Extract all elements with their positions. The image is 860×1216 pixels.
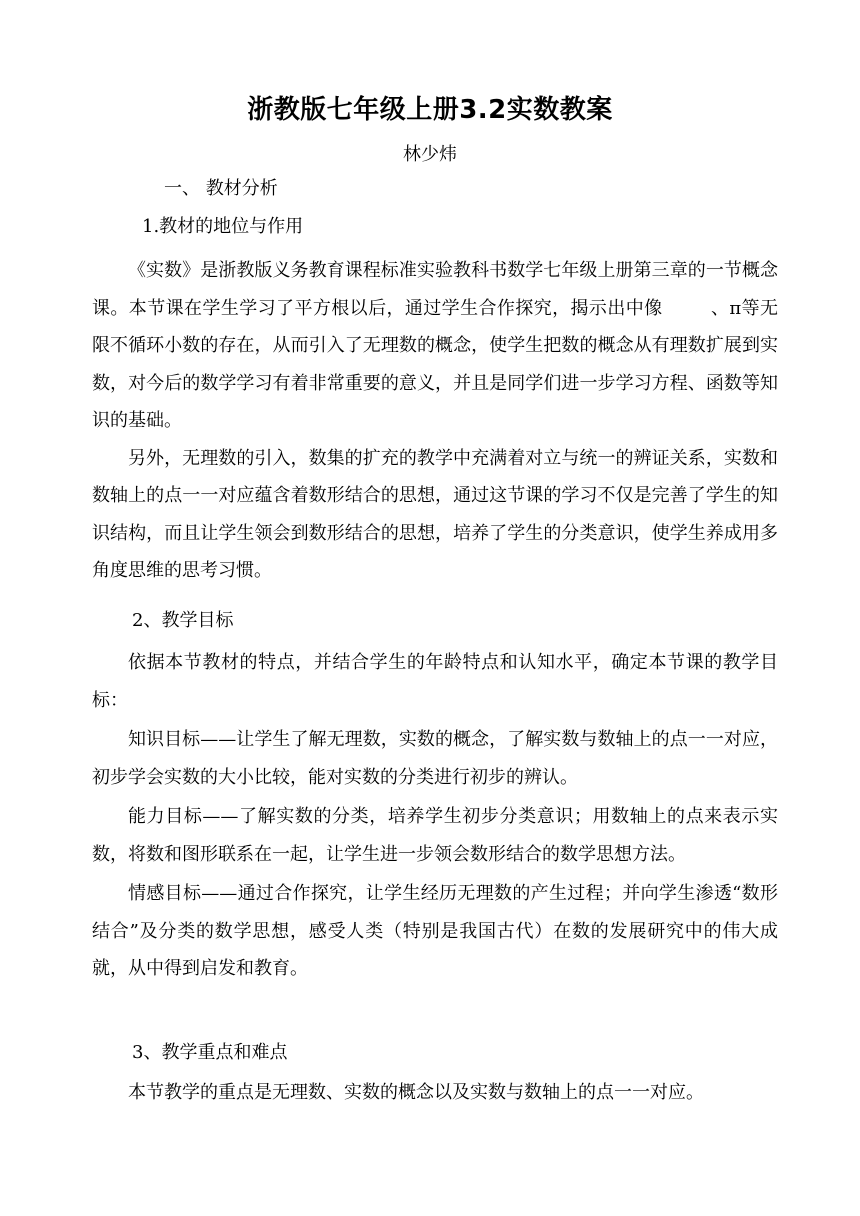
paragraph-textbook-overview-part-b: 、π等无限不循环小数的存在，从而引入了无理数的概念，使学生把数的概念从有理数扩展到实数，对今后的数学学习有着非常重要的意义，并且是同学们进一步学习方程、函数等知识的基础。 — [92, 297, 778, 431]
section-heading-teaching-material-analysis: 一、 教材分析 — [164, 178, 278, 199]
subsection-heading-status-and-role: 1.教材的地位与作用 — [142, 216, 304, 237]
subsection-heading-teaching-objectives: 2、教学目标 — [132, 610, 234, 631]
paragraph-key-points: 本节教学的重点是无理数、实数的概念以及实数与数轴上的点一一对应。 — [128, 1082, 704, 1103]
paragraph-additional-significance: 另外，无理数的引入，数集的扩充的教学中充满着对立与统一的辨证关系，实数和数轴上的点一一对应蕴含着数形结合的思想，通过这节课的学习不仅是完善了学生的知识结构，而且让学生领会到数形结合的思想，培养了学生的分类意识，使学生养成用多角度思维的思考习惯。 — [92, 447, 778, 581]
paragraph-knowledge-objective: 知识目标——让学生了解无理数，实数的概念，了解实数与数轴上的点一一对应，初步学会实数的大小比较，能对实数的分类进行初步的辨认。 — [92, 729, 778, 788]
body-block-2 — [92, 644, 778, 988]
body-block-1 — [92, 252, 778, 590]
paragraph-ability-objective: 能力目标——了解实数的分类，培养学生初步分类意识；用数轴上的点来表示实数，将数和图形联系在一起，让学生进一步领会数形结合的数学思想方法。 — [92, 806, 778, 865]
paragraph-emotional-objective: 情感目标——通过合作探究，让学生经历无理数的产生过程；并向学生渗透“数形结合”及分类的数学思想，感受人类（特别是我国古代）在数的发展研究中的伟大成就，从中得到启发和教育。 — [92, 883, 778, 979]
paragraph-textbook-overview — [92, 252, 778, 440]
paragraph-objectives-intro: 依据本节教材的特点，并结合学生的年龄特点和认知水平，确定本节课的教学目标： — [92, 652, 778, 711]
paragraph-textbook-overview-part-a: 《实数》是浙教版义务教育课程标准实验教科书数学七年级上册第三章的一节概念课。本节课在学生学习了平方根以后，通过学生合作探究，揭示出中像 — [92, 260, 778, 319]
subsection-heading-key-points-and-difficulties: 3、教学重点和难点 — [132, 1042, 288, 1063]
document-title: 浙教版七年级上册3.2实数教案 — [247, 95, 613, 125]
body-block-3 — [92, 1074, 792, 1112]
author-name: 林少炜 — [403, 144, 457, 165]
